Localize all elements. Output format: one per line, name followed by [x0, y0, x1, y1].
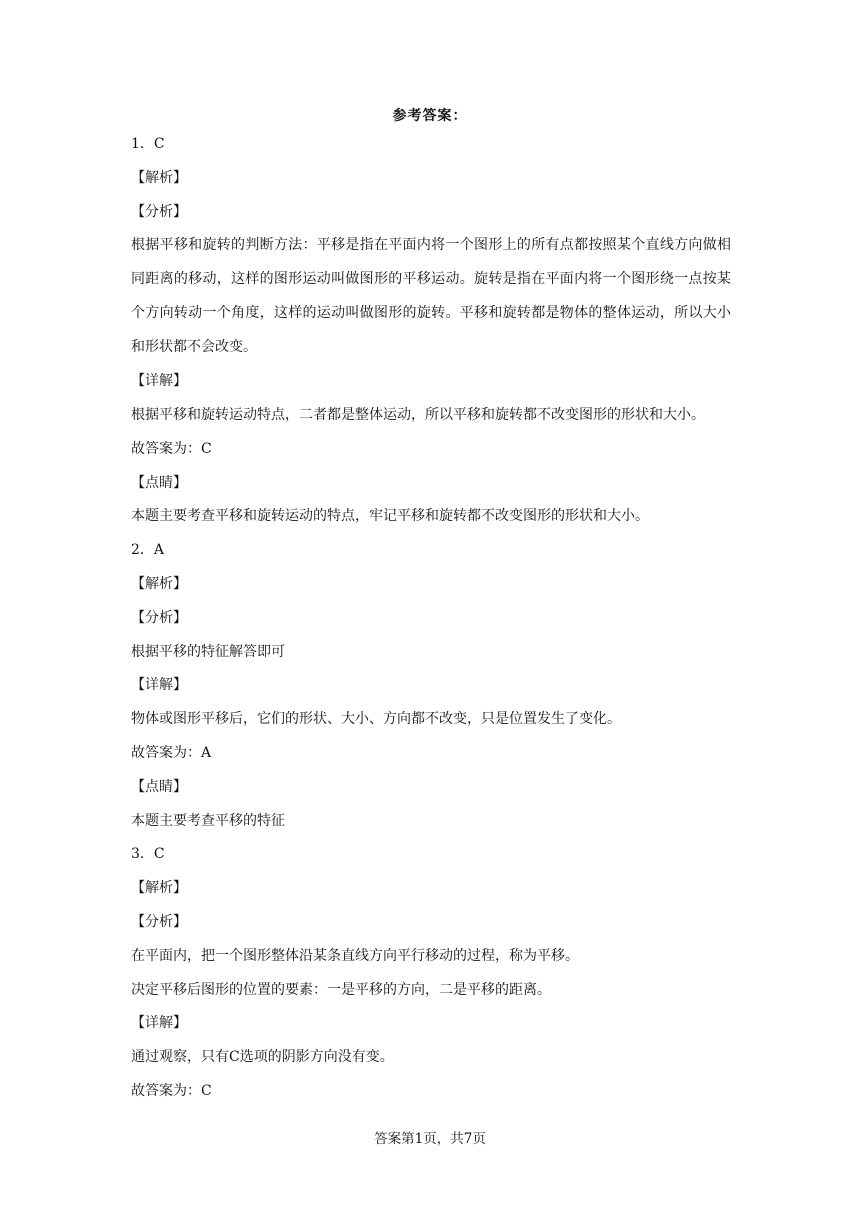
page-title: 参考答案：: [392, 108, 468, 124]
q1-analysis-text: 根据平移和旋转的判断方法：平移是指在平面内将一个图形上的所有点都按照某个直线方向做相同距离的移动，这样的图形运动叫做图形的平移运动。旋转是指在平面内将一个图形绕一点按某个方向转动一个角度，这样的运动叫做图形的旋转。平移和旋转都是物体的整体运动，所以大小和形状都不会改变。: [131, 237, 731, 356]
q1-detail-text: 根据平移和旋转运动特点，二者都是整体运动，所以平移和旋转都不改变图形的形状和大小。: [131, 406, 705, 423]
page-footer: 答案第1页，共7页: [374, 1131, 486, 1147]
q3-xiangjie-heading: 【详解】: [131, 1015, 187, 1032]
q2-dianjing-heading: 【点睛】: [131, 778, 187, 795]
q1-result: 故答案为：C: [131, 440, 212, 457]
q3-answer: 3．C: [131, 846, 165, 863]
q2-xiangjie-heading: 【详解】: [131, 677, 187, 694]
q3-fenxi-heading: 【分析】: [131, 913, 187, 930]
q3-analysis-text-1: 在平面内，把一个图形整体沿某条直线方向平行移动的过程，称为平移。: [131, 947, 579, 964]
q2-answer: 2．A: [131, 542, 165, 559]
q2-comment-text: 本题主要考查平移的特征: [131, 812, 285, 829]
q1-fenxi-heading: 【分析】: [131, 203, 187, 220]
q1-comment-text: 本题主要考查平移和旋转运动的特点，牢记平移和旋转都不改变图形的形状和大小。: [131, 508, 649, 525]
q1-xiangjie-heading: 【详解】: [131, 373, 187, 390]
q2-analysis-text: 根据平移的特征解答即可: [131, 643, 285, 660]
q2-result: 故答案为：A: [131, 744, 212, 761]
q1-dianjing-heading: 【点睛】: [131, 474, 187, 491]
q3-detail-text: 通过观察，只有C选项的阴影方向没有变。: [131, 1049, 394, 1066]
q3-result: 故答案为：C: [131, 1082, 212, 1099]
q1-jiexi-heading: 【解析】: [131, 169, 187, 186]
q3-jiexi-heading: 【解析】: [131, 880, 187, 897]
q2-fenxi-heading: 【分析】: [131, 609, 187, 626]
q2-jiexi-heading: 【解析】: [131, 575, 187, 592]
q3-analysis-text-2: 决定平移后图形的位置的要素：一是平移的方向，二是平移的距离。: [131, 981, 551, 998]
q1-answer: 1．C: [131, 136, 165, 152]
answer-content: [131, 134, 731, 1115]
q2-detail-text: 物体或图形平移后，它们的形状、大小、方向都不改变，只是位置发生了变化。: [131, 711, 621, 728]
